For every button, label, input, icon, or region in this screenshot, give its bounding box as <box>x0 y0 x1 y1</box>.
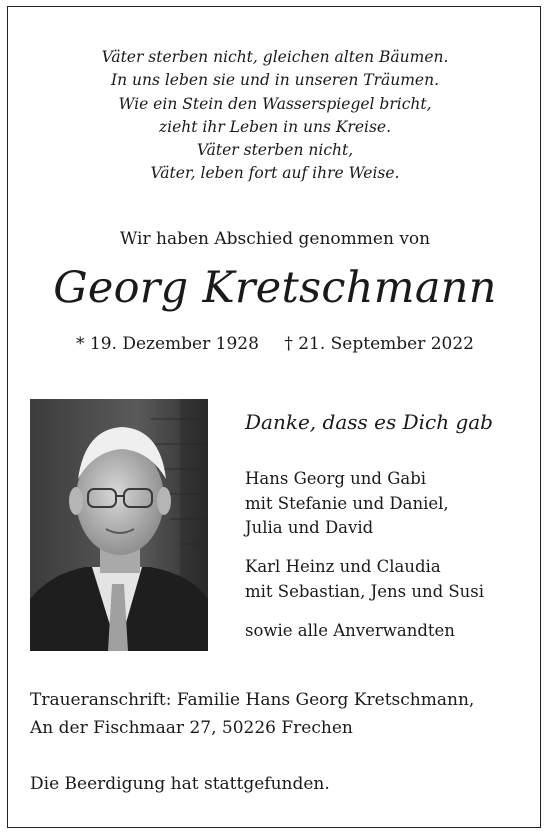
poem-line: Väter sterben nicht, <box>196 141 354 160</box>
mourning-address <box>30 686 474 742</box>
family-line: Karl Heinz und Claudia <box>245 557 441 576</box>
burial-note: Die Beerdigung hat stattgefunden. <box>30 774 330 794</box>
poem <box>0 46 550 186</box>
intro-text: Wir haben Abschied genommen von <box>119 229 431 249</box>
relatives-line: sowie alle Anverwandten <box>245 621 455 640</box>
thanks-line: Danke, dass es Dich gab <box>245 410 493 434</box>
deceased-name: Georg Kretschmann <box>53 263 497 313</box>
address-line: An der Fischmaar 27, 50226 Frechen <box>30 718 353 738</box>
death-date: † 21. September 2022 <box>284 334 474 354</box>
family-group <box>245 555 484 604</box>
poem-line: Wie ein Stein den Wasserspiegel bricht, <box>118 94 432 113</box>
address-line: Traueranschrift: Familie Hans Georg Kretschmann, <box>30 690 475 710</box>
birth-date: * 19. Dezember 1928 <box>75 334 259 354</box>
life-dates <box>0 334 550 354</box>
poem-line: Väter sterben nicht, gleichen alten Bäumen. <box>101 48 449 66</box>
family-line: Julia und David <box>245 518 374 537</box>
portrait-photo <box>30 399 208 651</box>
family-line: mit Stefanie und Daniel, <box>245 493 449 513</box>
portrait-illustration <box>30 399 208 651</box>
poem-line: In uns leben sie und in unseren Träumen. <box>110 71 440 90</box>
family-group <box>245 467 449 541</box>
family-line: Hans Georg und Gabi <box>245 469 427 488</box>
poem-line: Väter, leben fort auf ihre Weise. <box>150 164 400 183</box>
poem-line: zieht ihr Leben in uns Kreise. <box>158 117 392 136</box>
family-line: mit Sebastian, Jens und Susi <box>245 581 485 601</box>
